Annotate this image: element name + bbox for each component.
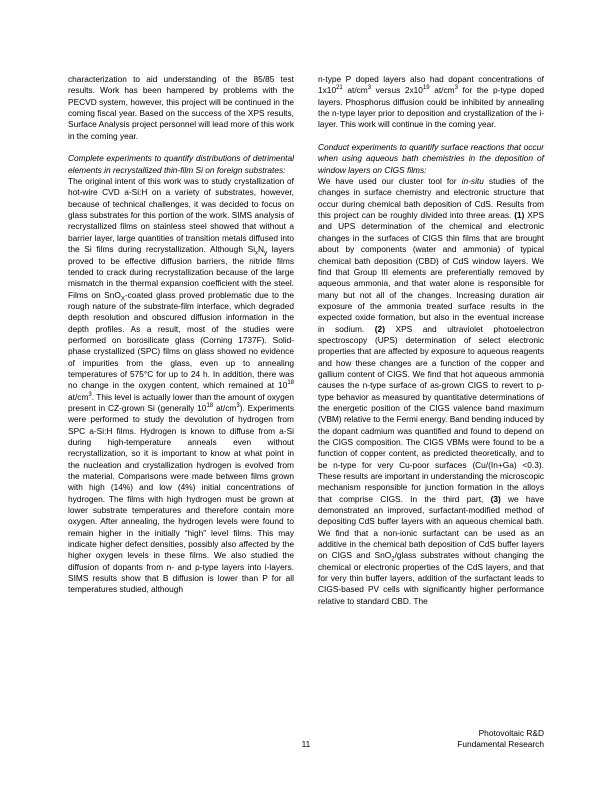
- right-p1-seg4: at/cm: [429, 85, 455, 96]
- right-column: [318, 74, 544, 607]
- left-sup-18a: 18: [287, 380, 294, 387]
- left-column: [68, 74, 294, 607]
- right-p2-seg5: we have demonstrated an improved, surfactant-modified method of depositing CdS buffer layers with an aqueous chemical bath. We find that a non-ionic surfactant can be used as an additive in the chemical bath deposition of CdS buffer layers on CIGS and SnO: [318, 493, 544, 561]
- left-paragraph-2: [68, 176, 294, 596]
- left-heading-1: Complete experiments to quantify distributions of detrimental elements in recrystallized thin-film Si on foreign substrates:: [68, 153, 294, 175]
- right-paragraph-2: [318, 176, 544, 607]
- right-p1-seg5: for the p-type doped layers. Phosphorus diffusion could be inhibited by annealing the n-type layer prior to deposition and crystallization of the i-layer. This work will continue in the coming year.: [318, 85, 544, 130]
- page-number: 11: [301, 739, 311, 749]
- right-sup-3b: 3: [454, 85, 458, 92]
- right-sup-3a: 3: [367, 85, 372, 92]
- left-p2-seg1: The original intent of this work was to study crystallization of hot-wire CVD a-Si:H on a variety of substrates, however, because of technical challenges, it was decided to focus on glass substrates for this portion of the work. SIMS analysis of recrystallized films on stainless steel showed that without a barrier layer, large quantities of transition metals diffused into the Si films during recrystallization. Although Si: [68, 176, 294, 255]
- right-p1-seg1: n-type P doped layers also had dopant concentrations of 1x10: [318, 74, 544, 96]
- right-spacer-1: [318, 131, 544, 142]
- right-marker-2: (2): [374, 323, 385, 334]
- right-p2-seg3: XPS and UPS determination of the chemical and electronic changes in the surfaces of CIGS thin films that are brought about by components (water and ammonia) of typical chemical bath deposition (CBD) of CdS window layers. We find that Group III elements are preferentially removed by aqueous ammonia, and that water alone is responsible for many but not all of the changes. Increasing duration air exposure of the ammonia treated surface results in the expected oxide formation, but also in the eventual increase in sodium.: [318, 210, 545, 334]
- right-p2-seg1: We have used our cluster tool for: [318, 176, 462, 187]
- left-p2-seg5: at/cm: [68, 391, 89, 402]
- left-paragraph-1: characterization to aid understanding of the 85/85 test results. Work has been hampered by problems with the PECVD system, however, this project will be continued in the coming fiscal year. Based on the success of the XPS results, Surface Analysis project personnel will lead more of this work in the coming year.: [68, 74, 294, 141]
- left-p2-seg7: at/cm: [213, 402, 237, 413]
- left-sup-18b: 18: [206, 403, 214, 410]
- footer-line-2: Fundamental Research: [457, 739, 544, 750]
- left-sup-3a: 3: [88, 391, 92, 398]
- right-p2-seg4: XPS and ultraviolet photoelectron spectroscopy (UPS) determination of select electronic properties that are affected by exposure to aqueous reagents and how these changes are a function of the copper and gallium content of CIGS. We find that hot aqueous ammonia causes the n-type surface of as-grown CIGS to revert to p-type behavior as measured by quantitative determinations of the energetic position of the CIGS valence band maximum (VBM) relative to the Fermi energy. Band bending induced by the dopant cadmium was quantified and found to depend on the CIGS composition. The CIGS VBMs were found to be a function of copper content, as predicted theoretically, and to be n-type for very Cu-poor surfaces (Cu/(In+Ga) <0.3). These results are important in understanding the microscopic mechanism responsible for junction formation in the alloys that comprise CIGS. In the third part,: [318, 323, 544, 504]
- right-sub-2: 2: [391, 557, 395, 564]
- right-marker-3: (3): [490, 493, 501, 504]
- right-paragraph-1: [318, 74, 544, 131]
- left-sub-y: y: [264, 250, 268, 257]
- left-p2-seg3: layers proved to be effective diffusion barriers, the nitride films tended to crack during recrystallization because of the large mismatch in the thermal expansion coefficient with the steel. Films on SnO: [68, 244, 294, 300]
- right-marker-1: (1): [514, 210, 525, 221]
- right-p2-seg6: /glass substrates without changing the chemical or electronic properties of the CdS layers, and that for very thin buffer layers, addition of the surfactant leads to CIGS-based PV cells with significantly higher performance relative to standard CBD. The: [318, 550, 544, 606]
- left-sub-x: x: [255, 250, 259, 257]
- footer-line-1: Photovoltaic R&D: [478, 728, 544, 738]
- two-column-body: [68, 74, 545, 607]
- left-p2-seg4: -coated glass proved problematic due to the rough nature of the substrate-film interface, which degraded depth resolution and obscured diffusion information in the depth profiles. As a result, most of the studies were performed on borosilicate glass (Corning 1737F). Solid-phase crystallized (SPC) films on glass showed no evidence of impurities from the glass, even up to annealing temperatures of 575°C for up to 24 h. In addition, there was no change in the oxygen content, which remained at 10: [68, 289, 295, 391]
- left-sub-x2: X: [120, 296, 125, 303]
- right-p1-seg2: at/cm: [342, 85, 368, 96]
- left-p2-seg2: N: [258, 244, 265, 255]
- left-sup-3b: 3: [236, 403, 240, 410]
- left-p2-seg8: ). Experiments were performed to study the devolution of hydrogen from SPC a-Si:H films. Hydrogen is known to diffuse from a-Si during high-temperature anneals even without recrystallization, so it is important to know at what point in the nucleation and crystallization hydrogen is evolved from the material. Comparisons were made between films grown with high (14%) and low (4%) initial concentrations of hydrogen. The films with high hydrogen must be grown at lower substrate temperatures and therefore contain more oxygen. After annealing, the hydrogen levels were found to remain higher in the initially “high” level films. This may indicate higher defect densities, possibly also affected by the higher oxygen levels in these films. We also studied the diffusion of dopants from n- and p-type layers into i-layers. SIMS results show that B diffusion is lower than P for all temperatures studied, although: [68, 402, 294, 595]
- right-p2-seg2: studies of the changes in surface chemistry and electronic structure that occur during chemical bath deposition of CdS. Results from this project can be roughly divided into three areas.: [318, 176, 544, 221]
- right-p1-seg3: versus 2x10: [371, 85, 423, 96]
- footer-block: [457, 728, 544, 751]
- right-insitu-italic: in-situ: [461, 176, 484, 187]
- right-sup-21: 21: [336, 85, 343, 92]
- right-sup-19: 19: [422, 85, 430, 92]
- left-spacer-1: [68, 142, 294, 153]
- left-p2-seg6: . This level is actually lower than the amount of oxygen present in CZ-grown Si (generally 10: [68, 391, 294, 413]
- right-heading-1: Conduct experiments to quantify surface reactions that occur when using aqueous bath chemistries in the deposition of window layers on CIGS films:: [318, 142, 544, 175]
